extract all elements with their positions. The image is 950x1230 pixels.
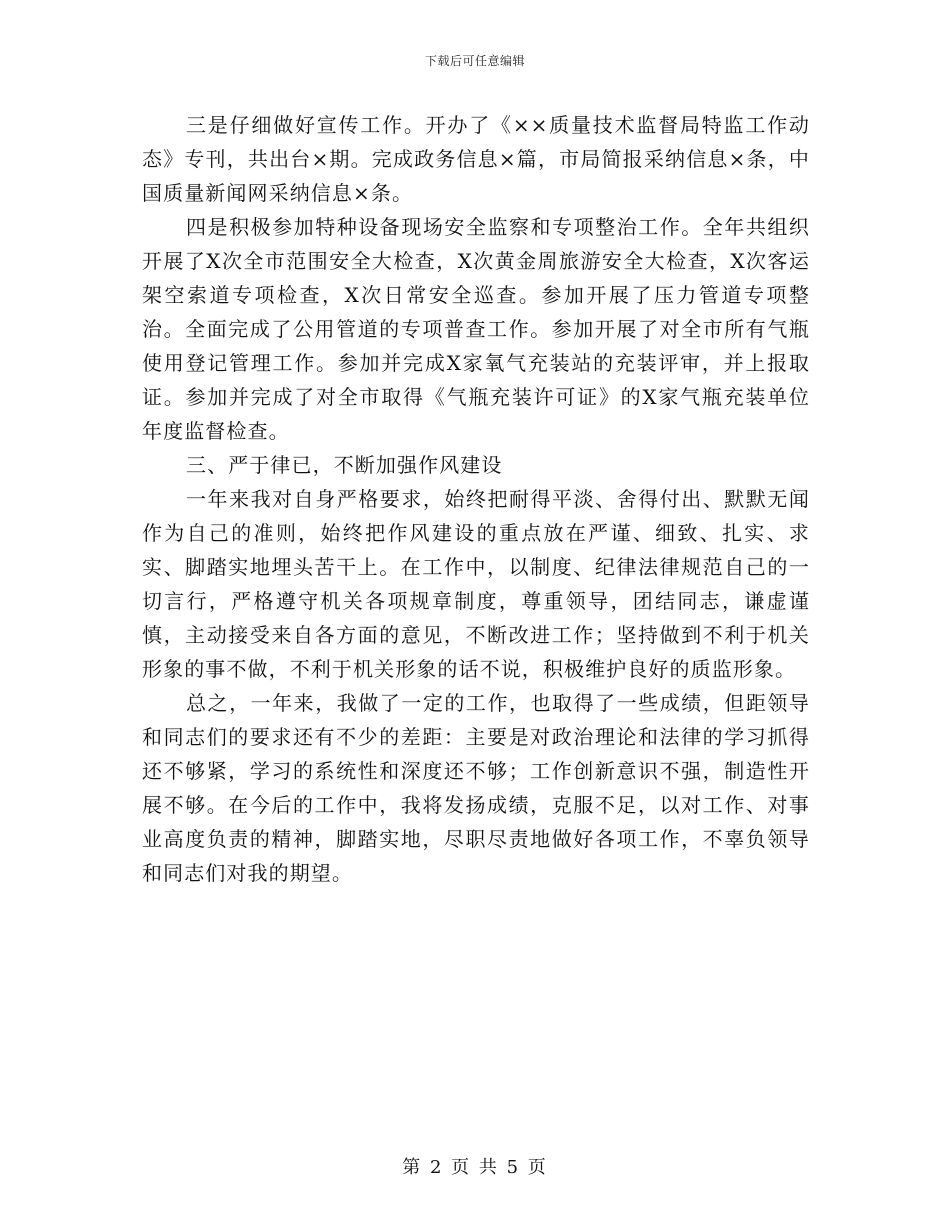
section-heading-work-style: 三、严于律已，不断加强作风建设	[186, 453, 503, 477]
page-header: 下载后可任意编辑	[424, 54, 525, 68]
paragraph-special-equipment-inspection: 四是积极参加特种设备现场安全监察和专项整治工作。全年共组织开展了X次全市范围安全大检查，X次黄金周旅游安全大检查，X次客运架空索道专项检查，X次日常安全巡查。参加开展了压力管道专项整治。全面完成了公用管道的专项普查工作。参加开展了对全市所有气瓶使用登记管理工作。参加并完成X家氧气充装站的充装评审，并上报取证。参加并完成了对全市取得《气瓶充装许可证》的X家气瓶充装单位年度监督检查。	[142, 215, 810, 443]
document-body	[142, 108, 810, 890]
page-number-footer: 第 2 页 共 5 页	[402, 1157, 548, 1178]
paragraph-publicity-work: 三是仔细做好宣传工作。开办了《××质量技术监督局特监工作动态》专刊，共出台×期。完成政务信息×篇，市局简报采纳信息×条，中国质量新闻网采纳信息×条。	[142, 113, 810, 205]
paragraph-summary: 总之，一年来，我做了一定的工作，也取得了一些成绩，但距领导和同志们的要求还有不少的差距：主要是对政治理论和法律的学习抓得还不够紧，学习的系统性和深度还不够；工作创新意识不强，制造性开展不够。在今后的工作中，我将发扬成绩，克服不足，以对工作、对事业高度负责的精神，脚踏实地，尽职尽责地做好各项工作，不辜负领导和同志们对我的期望。	[142, 691, 810, 885]
paragraph-self-discipline: 一年来我对自身严格要求，始终把耐得平淡、舍得付出、默默无闻作为自己的准则，始终把作风建设的重点放在严谨、细致、扎实、求实、脚踏实地埋头苦干上。在工作中，以制度、纪律法律规范自己的一切言行，严格遵守机关各项规章制度，尊重领导，团结同志，谦虚谨慎，主动接受来自各方面的意见，不断改进工作；坚持做到不利于机关形象的事不做，不利于机关形象的话不说，积极维护良好的质监形象。	[142, 487, 810, 681]
